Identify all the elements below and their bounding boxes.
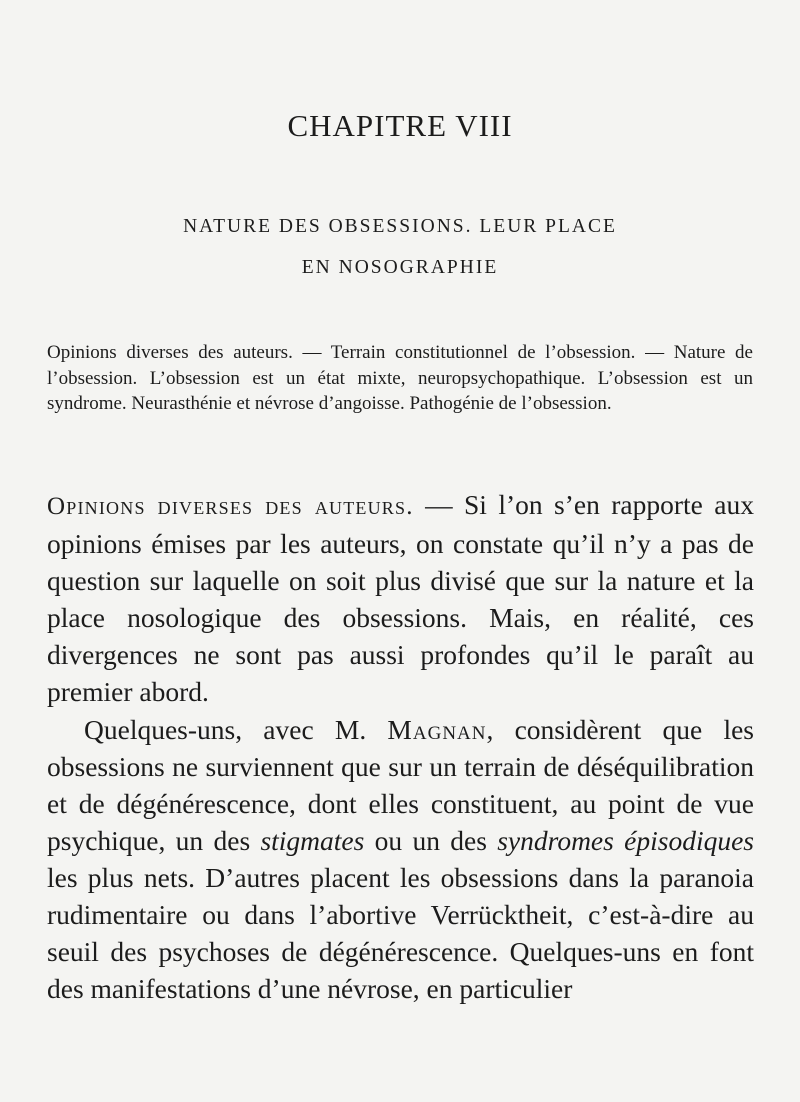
chapter-summary: Opinions diverses des auteurs. — Terrain constitutionnel de l’obsession. — Nature de l’obsession. L’obsession est un état mixte, neuropsychopathique. L’obsession est un syndrome. Neurasthénie et névrose d’angoisse. Pathogénie de l’obsession. [47, 342, 753, 414]
italic-term-syndromes: syndromes épisodiques [497, 824, 754, 856]
chapter-subtitle-line-2: EN NOSOGRAPHIE [301, 257, 499, 278]
chapter-subtitle-line-1: NATURE DES OBSESSIONS. LEUR PLACE [183, 216, 617, 237]
paragraph-2-part-3: ou un des [364, 824, 498, 856]
paragraph-2-part-4: les plus nets. D’autres placent les obsessions dans la paranoia rudimentaire ou dans l’abortive Verrücktheit, c’est-à-dire au seuil des psychoses de dégénérescence. Quelques-uns en font des manifestations d’une névrose, en particulier [47, 861, 754, 1005]
chapter-title: CHAPITRE VIII [287, 108, 513, 143]
paragraph-1-text: Si l’on s’en rapporte aux opinions émises par les auteurs, on constate qu’il n’y a pas de question sur laquelle on soit plus divisé que sur la nature et la place nosologique des obsessions. Mais, en réalité, ces divergences ne sont pas aussi profondes qu’il le paraît au premier abord. [47, 489, 754, 708]
paragraph-1-dash: — [413, 489, 464, 520]
section-heading: Opinions diverses des auteurs. [47, 493, 414, 520]
body-text [47, 486, 754, 1007]
paragraph-2-part-2: , considèrent que les obsessions ne surviennent que sur un terrain de déséquilibration et de dégénérescence, dont elles constituent, au point de vue psychique, un des [47, 713, 754, 856]
paragraph-2 [47, 711, 754, 1008]
author-name: Magnan [387, 713, 487, 745]
paragraph-1 [47, 486, 754, 711]
italic-term-stigmates: stigmates [260, 824, 365, 856]
paragraph-2-part-1: Quelques-uns, avec M. [84, 713, 388, 745]
